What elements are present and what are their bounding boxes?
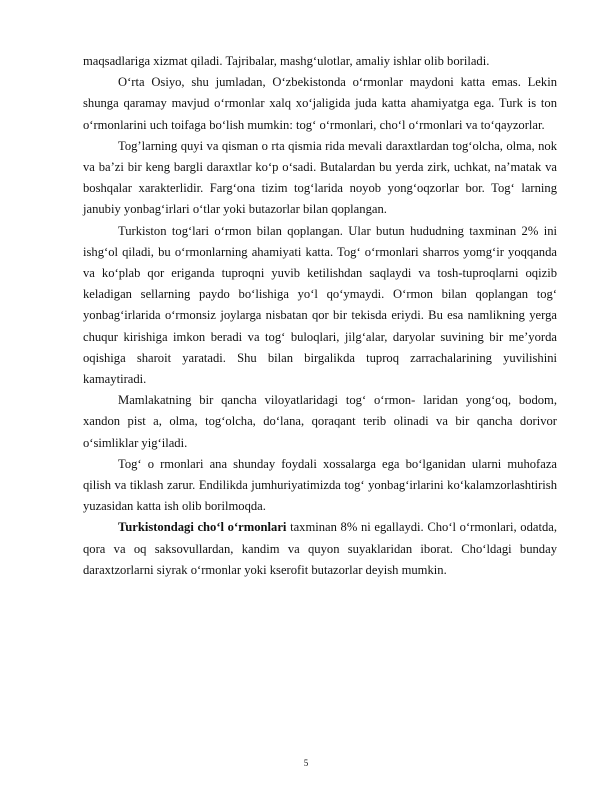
document-body — [83, 51, 557, 581]
paragraph-5: Mamlakatning bir qancha viloyatlaridagi tog‘ o‘rmon- laridan yong‘oq, bodom, xandon pist a, olma, tog‘olcha, do‘lana, qoraqant terib olinadi va bir qancha dorivor o‘simliklar yig‘iladi. — [83, 393, 557, 450]
paragraph-7 — [83, 517, 557, 581]
page-number: 5 — [303, 758, 309, 768]
paragraph-4: Turkiston tog‘lari o‘rmon bilan qoplangan. Ular butun hududning taxminan 2% ini ishg‘ol qiladi, bu o‘rmonlarning ahamiyati katta. Tog‘ o‘rmonlari sharros yomg‘ir yoqqanda va ko‘plab qor eriganda tuproqni yuvib ketilishdan saqlaydi va tosh-tuproqlarni oqizib keladigan sellarning paydo bo‘lishiga yo‘l qo‘ymaydi. O‘rmon bilan qoplangan tog‘ yonbag‘irlarida o‘rmonsiz joylarga nisbatan qor bir tekisda eriydi. Bu esa namlikning yerga chuqur kirishiga imkon beradi va tog‘ buloqlari, jilg‘alar, daryolar suvining bir me’yorda oqishiga sharoit yaratadi. Shu bilan birgalikda tuproq zarrachalarining yuvilishini kamaytiradi. — [83, 223, 557, 387]
paragraph-3: Tog’larning quyi va qisman o rta qismia rida mevali daraxtlardan tog‘olcha, olma, nok va ba’zi bir keng bargli daraxtlar ko‘p o‘sadi. Butalardan bu yerda zirk, uchkat, na’matak va boshqalar xarakterlidir. Farg‘ona tizim tog‘larida noyob yong‘oqzorlar bor. Tog‘ larning janubiy yonbag‘irlari o‘tlar yoki butazorlar bilan qoplangan. — [83, 138, 557, 217]
paragraph-6: Tog‘ o rmonlari ana shunday foydali xossalarga ega bo‘lganidan ularni muhofaza qilish va tiklash zarur. Endilikda jumhuriyatimizda tog‘ yonbag‘irlarini ko‘kalamzorlashtirish yuzasidan katta ish olib borilmoqda. — [83, 456, 557, 514]
paragraph-7-text: taxminan 8% ni egallaydi. Cho‘l o‘rmonlari, odatda, qora va oq saksovullardan, kandim va quyon suyaklaridan iborat. Cho‘ldagi bunday daraxtzorlarni siyrak o‘rmonlar yoki kserofit butazorlar deyish mumkin. — [83, 520, 557, 577]
paragraph-2: O‘rta Osiyo, shu jumladan, O‘zbekistonda o‘rmonlar maydoni katta emas. Lekin shunga qaramay mavjud o‘rmonlar xalq xo‘jaligida juda katta ahamiyatga ega. Turk is ton o‘rmonlarini uch toifaga bo‘lish mumkin: tog‘ o‘rmonlari, cho‘l o‘rmonlari va to‘qayzorlar. — [83, 75, 557, 132]
paragraph-1: maqsadlariga xizmat qiladi. Tajribalar, mashg‘ulotlar, amaliy ishlar olib boriladi. — [83, 54, 490, 68]
section-heading: Turkistondagi cho‘l o‘rmonlari — [118, 520, 287, 535]
